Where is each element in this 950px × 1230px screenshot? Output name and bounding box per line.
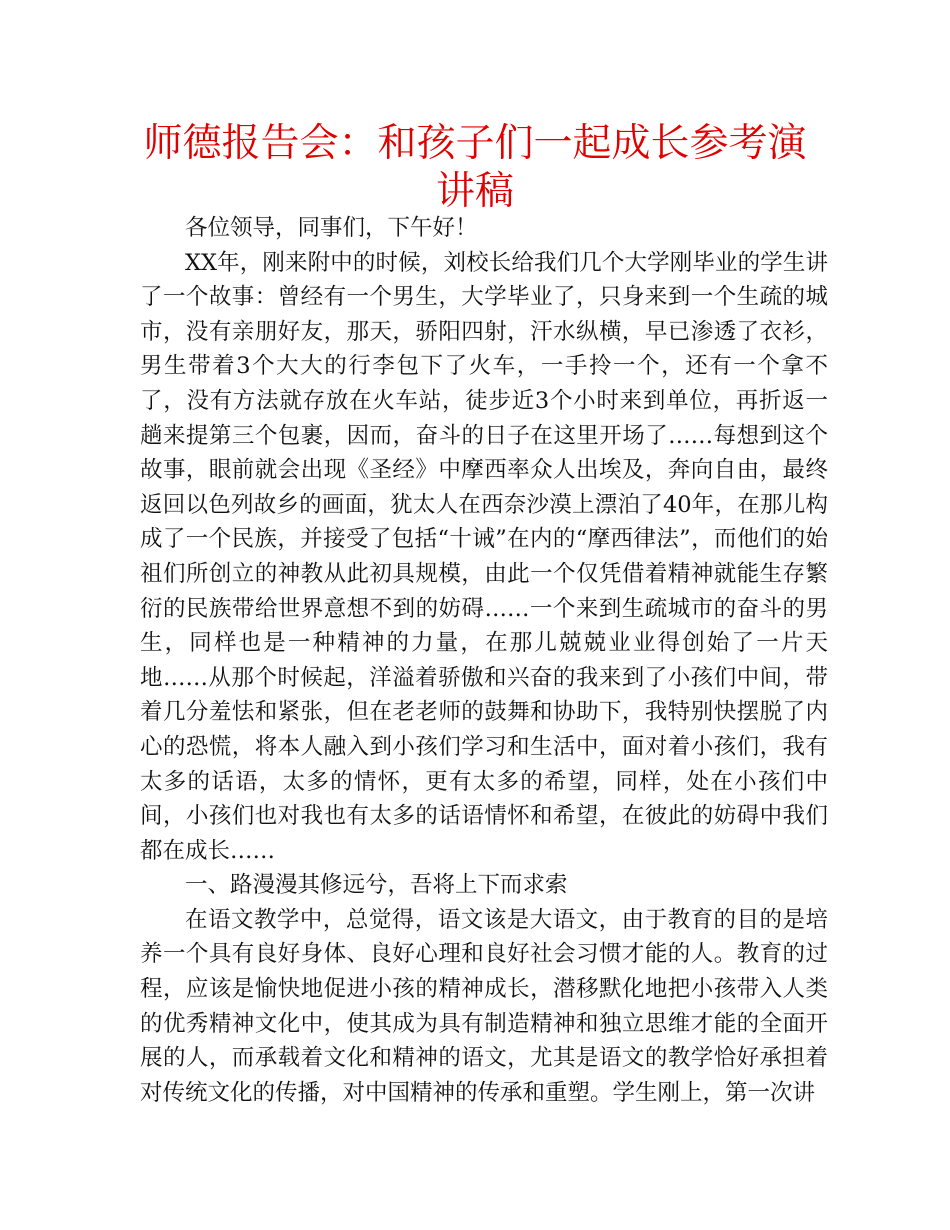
document-title: 师德报告会：和孩子们一起成长参考演讲稿	[143, 121, 807, 214]
teaching-paragraph: 在语文教学中，总觉得，语文该是大语文，由于教育的目的是培养一个具有良好身体、良好心理和良好社会习惯才能的人。教育的过程，应该是愉快地促进小孩的精神成长，潜移默化地把小孩带入人类的优秀精神文化中，使其成为具有制造精神和独立思维才能的全面开展的人，而承载着文化和精神的语文，尤其是语文的教学恰好承担着对传统文化的传播，对中国精神的传承和重塑。学生刚上，第一次讲	[140, 906, 828, 1106]
story-paragraph: XX年，刚来附中的时候，刘校长给我们几个大学刚毕业的学生讲了一个故事：曾经有一个男生，大学毕业了，只身来到一个生疏的城市，没有亲朋好友，那天，骄阳四射，汗水纵横，早已渗透了衣衫，男生带着3个大大的行李包下了火车，一手拎一个，还有一个拿不了，没有方法就存放在火车站，徒步近3个小时来到单位，再折返一趟来提第三个包裹，因而，奋斗的日子在这里开场了……每想到这个故事，眼前就会出现《圣经》中摩西率众人出埃及，奔向自由，最终返回以色列故乡的画面，犹太人在西奈沙漠上漂泊了40年，在那儿构成了一个民族，并接受了包括“十诫”在内的“摩西律法”，而他们的始祖们所创立的神教从此初具规模，由此一个仅凭借着精神就能生存繁衍的民族带给世界意想不到的妨碍……一个来到生疏城市的奋斗的男生，同样也是一种精神的力量，在那儿兢兢业业得创始了一片天地……从那个时候起，洋溢着骄傲和兴奋的我来到了小孩们中间，带着几分羞怯和紧张，但在老老师的鼓舞和协助下，我特别快摆脱了内心的恐慌，将本人融入到小孩们学习和生活中，面对着小孩们，我有太多的话语，太多的情怀，更有太多的希望，同样，处在小孩们中间，小孩们也对我也有太多的话语情怀和希望，在彼此的妨碍中我们都在成长……	[140, 249, 828, 864]
document-body	[140, 211, 828, 1110]
greeting-paragraph: 各位领导，同事们，下午好！	[185, 215, 478, 241]
section-heading: 一、路漫漫其修远兮，吾将上下而求索	[185, 872, 568, 899]
